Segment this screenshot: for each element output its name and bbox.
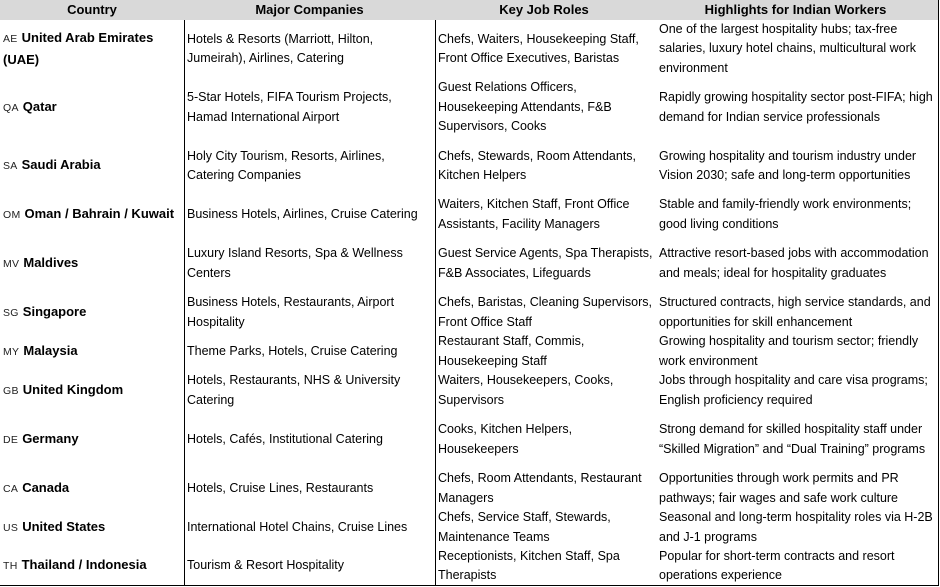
country-name: Thailand / Indonesia <box>21 557 147 573</box>
country-name: United Kingdom <box>22 381 124 397</box>
country-code: DE <box>3 433 19 446</box>
country-name: United States <box>22 518 106 534</box>
highlights-cell <box>653 195 938 234</box>
country-cell <box>0 508 184 547</box>
country-code: AE <box>3 33 18 45</box>
companies-cell <box>184 508 435 547</box>
companies-text: Tourism & Resort Hospitality <box>187 558 344 573</box>
country-cell <box>0 469 184 508</box>
roles-cell <box>435 371 653 410</box>
companies-cell <box>184 371 435 410</box>
roles-text: Cooks, Kitchen Helpers, Housekeepers <box>438 422 573 456</box>
companies-text: Business Hotels, Restaurants, Airport Hospitality <box>187 295 395 329</box>
highlights-text: Opportunities through work permits and PR pathways; fair wages and safe work culture <box>659 471 899 505</box>
companies-cell <box>184 410 435 469</box>
highlights-text: Attractive resort-based jobs with accommodation and meals; ideal for hospitality graduates <box>659 246 929 280</box>
highlights-text: Strong demand for skilled hospitality staff under “Skilled Migration” and “Dual Training” programs <box>659 422 926 456</box>
roles-text: Waiters, Kitchen Staff, Front Office Assistants, Facility Managers <box>438 197 630 231</box>
country-code: MY <box>3 345 20 358</box>
companies-text: Hotels, Cruise Lines, Restaurants <box>187 480 374 495</box>
highlights-cell <box>653 20 938 78</box>
companies-text: 5-Star Hotels, FIFA Tourism Projects, Hamad International Airport <box>187 90 392 124</box>
country-code: OM <box>3 208 21 221</box>
country-cell <box>0 410 184 469</box>
roles-text: Receptionists, Kitchen Staff, Spa Therapists <box>438 548 620 582</box>
highlights-cell <box>653 332 938 371</box>
roles-cell <box>435 234 653 293</box>
roles-cell <box>435 508 653 547</box>
highlights-cell <box>653 234 938 293</box>
companies-cell <box>184 195 435 234</box>
country-code: US <box>3 521 19 534</box>
table-row <box>0 20 938 78</box>
country-name: Maldives <box>23 254 79 270</box>
header-key-job-roles: Key Job Roles <box>499 2 589 17</box>
country-cell <box>0 234 184 293</box>
highlights-cell <box>653 293 938 332</box>
roles-cell <box>435 195 653 234</box>
header-highlights: Highlights for Indian Workers <box>704 2 887 17</box>
country-cell <box>0 332 184 371</box>
highlights-text: Growing hospitality and tourism industry under Vision 2030; safe and long-term opportunities <box>659 148 917 182</box>
roles-text: Restaurant Staff, Commis, Housekeeping Staff <box>438 334 585 368</box>
roles-text: Chefs, Baristas, Cleaning Supervisors, Front Office Staff <box>438 295 652 329</box>
companies-text: Holy City Tourism, Resorts, Airlines, Catering Companies <box>187 148 385 182</box>
country-code: CA <box>3 482 19 495</box>
table-row <box>0 137 938 195</box>
roles-cell <box>435 78 653 137</box>
country-cell <box>0 293 184 332</box>
highlights-cell <box>653 469 938 508</box>
highlights-text: Stable and family-friendly work environments; good living conditions <box>659 197 912 231</box>
country-cell <box>0 137 184 195</box>
country-code: MV <box>3 257 20 270</box>
country-code: SG <box>3 306 19 319</box>
roles-cell <box>435 20 653 78</box>
companies-text: Luxury Island Resorts, Spa & Wellness Centers <box>187 246 403 280</box>
roles-text: Waiters, Housekeepers, Cooks, Supervisors <box>438 373 614 407</box>
companies-text: Business Hotels, Airlines, Cruise Catering <box>187 206 418 221</box>
table-row <box>0 332 938 371</box>
highlights-text: Structured contracts, high service standards, and opportunities for skill enhancement <box>659 295 931 329</box>
companies-cell <box>184 20 435 78</box>
country-name: Oman / Bahrain / Kuwait <box>24 205 175 221</box>
highlights-cell <box>653 137 938 195</box>
country-code: TH <box>3 560 18 573</box>
highlights-cell <box>653 508 938 547</box>
country-code: SA <box>3 160 18 173</box>
table-row <box>0 508 938 547</box>
companies-cell <box>184 469 435 508</box>
companies-cell <box>184 137 435 195</box>
companies-text: Theme Parks, Hotels, Cruise Catering <box>187 343 398 358</box>
country-name: Germany <box>22 430 79 446</box>
highlights-cell <box>653 547 938 585</box>
country-cell <box>0 547 184 585</box>
companies-cell <box>184 293 435 332</box>
roles-text: Guest Relations Officers, Housekeeping Attendants, F&B Supervisors, Cooks <box>438 80 612 134</box>
highlights-cell <box>653 371 938 410</box>
country-cell <box>0 371 184 410</box>
highlights-text: Rapidly growing hospitality sector post-FIFA; high demand for Indian service professionals <box>659 90 933 124</box>
table-row <box>0 371 938 410</box>
table-body <box>0 20 938 585</box>
roles-text: Chefs, Room Attendants, Restaurant Managers <box>438 471 642 505</box>
highlights-text: One of the largest hospitality hubs; tax-free salaries, luxury hotel chains, multicultural work environment <box>659 21 917 75</box>
companies-text: Hotels & Resorts (Marriott, Hilton, Jumeirah), Airlines, Catering <box>187 31 374 65</box>
highlights-text: Growing hospitality and tourism sector; friendly work environment <box>659 334 919 368</box>
companies-cell <box>184 78 435 137</box>
roles-cell <box>435 547 653 585</box>
companies-text: International Hotel Chains, Cruise Lines <box>187 519 408 534</box>
table-row <box>0 410 938 469</box>
table-row <box>0 195 938 234</box>
table-row <box>0 547 938 585</box>
roles-cell <box>435 410 653 469</box>
header-major-companies: Major Companies <box>255 2 364 17</box>
table-row <box>0 78 938 137</box>
country-cell <box>0 20 184 78</box>
table-row <box>0 293 938 332</box>
highlights-text: Seasonal and long-term hospitality roles via H-2B and J-1 programs <box>659 510 933 544</box>
country-name: Qatar <box>22 98 57 114</box>
country-name: Saudi Arabia <box>21 157 101 173</box>
country-code: GB <box>3 384 19 397</box>
country-name: United Arab Emirates (UAE) <box>3 30 154 67</box>
roles-text: Chefs, Waiters, Housekeeping Staff, Front Office Executives, Baristas <box>438 31 639 65</box>
companies-text: Hotels, Cafés, Institutional Catering <box>187 431 383 446</box>
table-header-row <box>0 0 938 20</box>
roles-cell <box>435 137 653 195</box>
country-cell <box>0 78 184 137</box>
highlights-cell <box>653 78 938 137</box>
highlights-text: Popular for short-term contracts and resort operations experience <box>659 548 895 582</box>
roles-cell <box>435 332 653 371</box>
country-name: Malaysia <box>23 342 78 358</box>
country-code: QA <box>3 101 19 114</box>
country-name: Singapore <box>22 303 87 319</box>
roles-cell <box>435 469 653 508</box>
companies-cell <box>184 332 435 371</box>
highlights-cell <box>653 410 938 469</box>
companies-cell <box>184 547 435 585</box>
header-country: Country <box>67 2 117 17</box>
highlights-text: Jobs through hospitality and care visa programs; English proficiency required <box>659 373 928 407</box>
roles-text: Guest Service Agents, Spa Therapists, F&B Associates, Lifeguards <box>438 246 653 280</box>
roles-cell <box>435 293 653 332</box>
country-cell <box>0 195 184 234</box>
companies-text: Hotels, Restaurants, NHS & University Catering <box>187 373 401 407</box>
table-row <box>0 234 938 293</box>
roles-text: Chefs, Service Staff, Stewards, Maintenance Teams <box>438 510 611 544</box>
roles-text: Chefs, Stewards, Room Attendants, Kitchen Helpers <box>438 148 637 182</box>
table-row <box>0 469 938 508</box>
companies-cell <box>184 234 435 293</box>
country-name: Canada <box>22 479 70 495</box>
